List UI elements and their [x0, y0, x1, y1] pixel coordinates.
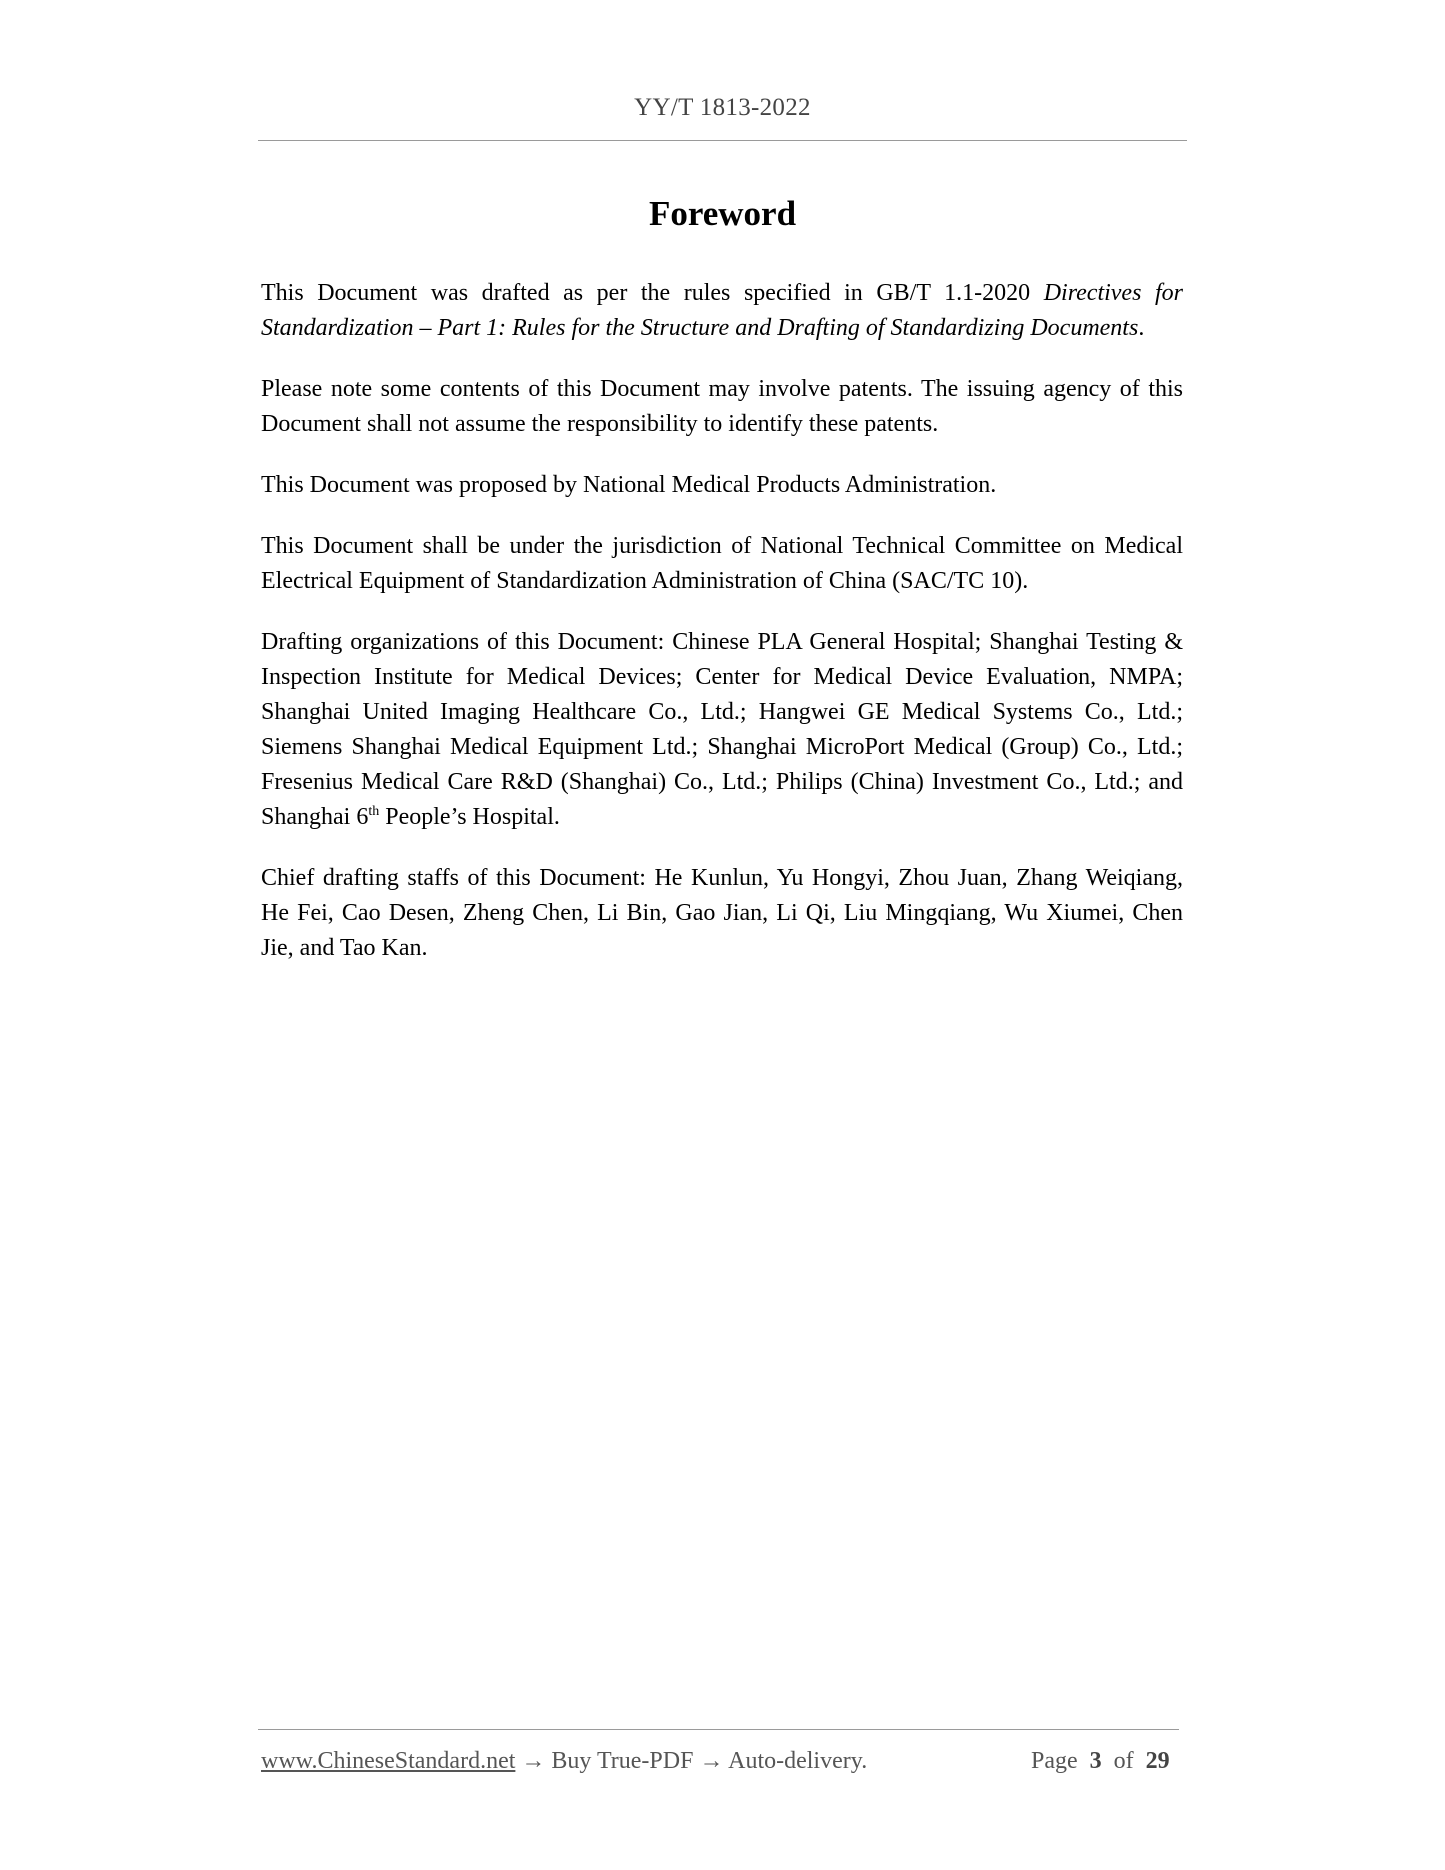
- paragraph-jurisdiction: This Document shall be under the jurisdiction of National Technical Committee on Medical Electrical Equipment of Standardization Administration of China (SAC/TC 10).: [261, 533, 1183, 594]
- ordinal-superscript: th: [368, 804, 380, 819]
- paragraph-proposer: This Document was proposed by National Medical Products Administration.: [261, 472, 997, 498]
- paragraph-text: This Document was drafted as per the rules specified in GB/T 1.1-2020: [261, 280, 1044, 306]
- paragraph-text: Drafting organizations of this Document: Chinese PLA General Hospital; Shanghai Testing & Inspection Institute for Medical Devices; Center for Medical Device Evaluation, NMPA; Shanghai United Imaging Healthcare Co., Ltd.; Hangwei GE Medical Systems Co., Ltd.; Siemens Shanghai Medical Equipment Ltd.; Shanghai MicroPort Medical (Group) Co., Ltd.; Fresenius Medical Care R&D (Shanghai) Co., Ltd.; Philips (China) Investment Co., Ltd.; and Shanghai 6: [261, 629, 1183, 830]
- document-body: [261, 276, 1183, 992]
- footer-promo-text: → Buy True-PDF → Auto-delivery.: [515, 1748, 868, 1774]
- paragraph-drafting-staff: Chief drafting staffs of this Document: He Kunlun, Yu Hongyi, Zhou Juan, Zhang Weiqiang, He Fei, Cao Desen, Zheng Chen, Li Bin, Gao Jian, Li Qi, Liu Mingqiang, Wu Xiumei, Chen Jie, and Tao Kan.: [261, 865, 1183, 961]
- paragraph-patents: Please note some contents of this Document may involve patents. The issuing agency of this Document shall not assume the responsibility to identify these patents.: [261, 376, 1183, 437]
- header-doc-code: YY/T 1813-2022: [634, 94, 811, 121]
- paragraph-text: .: [1138, 315, 1145, 341]
- page-of-label: of: [1113, 1748, 1134, 1774]
- page-title: Foreword: [648, 194, 797, 233]
- website-link[interactable]: www.ChineseStandard.net: [261, 1748, 516, 1774]
- paragraph-drafting-rules: [261, 276, 1183, 346]
- page-current: 3: [1089, 1748, 1102, 1774]
- footer-promo: [261, 1748, 867, 1775]
- page-label: Page: [1031, 1748, 1078, 1774]
- page-indicator: [1031, 1748, 1170, 1775]
- page-total: 29: [1145, 1748, 1170, 1774]
- paragraph-drafting-organizations: [261, 625, 1183, 835]
- paragraph-text: People’s Hospital.: [379, 804, 560, 830]
- header-divider: [258, 140, 1187, 141]
- footer-divider: [258, 1729, 1179, 1730]
- referenced-title: Directives for Standardization – Part 1: Rules for the Structure and Drafting of Standardizing Documents: [261, 280, 1183, 341]
